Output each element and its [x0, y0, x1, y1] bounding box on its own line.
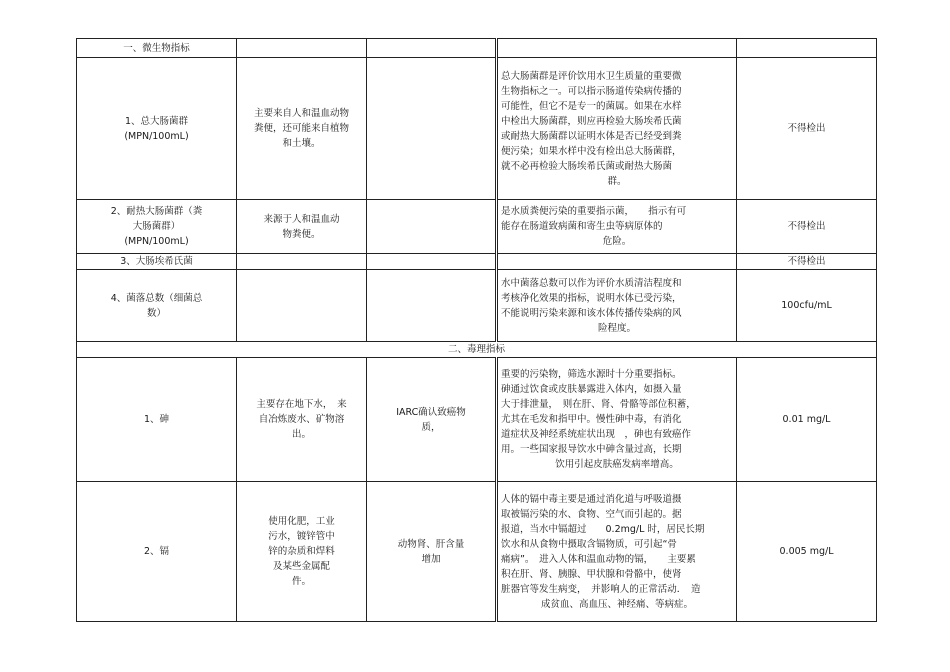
- health-effect: 动物肾、肝含量 增加: [367, 482, 497, 622]
- section-row-toxicology: [77, 342, 877, 358]
- table-row: [77, 358, 877, 482]
- indicator-name: 4、菌落总数（细菌总 数）: [77, 270, 237, 342]
- indicator-name: 3、大肠埃希氏菌: [77, 254, 237, 270]
- limit-value: 0.01 mg/L: [737, 358, 877, 482]
- limit-value: 不得检出: [737, 200, 877, 254]
- limit-value: 不得检出: [737, 58, 877, 200]
- water-quality-table: [76, 38, 877, 622]
- limit-value: 100cfu/mL: [737, 270, 877, 342]
- indicator-description: 水中菌落总数可以作为评价水质清洁程度和 考核净化效果的指标，说明水体已受污染， 不能说明污染来源和该水体传播传染病的风 险程度。: [497, 270, 737, 342]
- indicator-name: 2、镉: [77, 482, 237, 622]
- indicator-name: 1、砷: [77, 358, 237, 482]
- pollution-source: 主要来自人和温血动物 粪便，还可能来自植物 和土壤。: [237, 58, 367, 200]
- limit-value: 0.005 mg/L: [737, 482, 877, 622]
- indicator-name: 1、总大肠菌群 (MPN/100mL): [77, 58, 237, 200]
- health-effect: IARC确认致癌物 质，: [367, 358, 497, 482]
- pollution-source: 主要存在地下水， 来 自冶炼废水、矿物溶 出。: [237, 358, 367, 482]
- limit-value: 不得检出: [737, 254, 877, 270]
- indicator-description: 重要的污染物，筛选水源时十分重要指标。 砷通过饮食或皮肤暴露进入体内，如摄入量 大于排泄量， 则在肝、肾、骨骼等部位积蓄， 尤其在毛发和指甲中。慢性砷中毒，有消化 道症状及神经系统症状出现 ，砷也有致癌作 用。一些国家报导饮水中砷含量过高，长期 饮用引起皮肤癌发病率增高。: [497, 358, 737, 482]
- section-title: 二、毒理指标: [77, 342, 877, 358]
- table-row: [77, 270, 877, 342]
- indicator-description: 总大肠菌群是评价饮用水卫生质量的重要微 生物指标之一。可以指示肠道传染病传播的 可能性，但它不是专一的菌属。如果在水样 中检出大肠菌群，则应再检验大肠埃希氏菌 或耐热大肠菌群以证明水体是否已经受到粪 便污染；如果水样中没有检出总大肠菌群， 就不必再检验大肠埃希氏菌或耐热大肠菌 群。: [497, 58, 737, 200]
- section-row-microbial: [77, 39, 877, 58]
- table-row: [77, 58, 877, 200]
- pollution-source: 使用化肥，工业 污水，镀锌管中 锌的杂质和焊料 及某些金属配 件。: [237, 482, 367, 622]
- table-row: [77, 254, 877, 270]
- table-row: [77, 200, 877, 254]
- table-row: [77, 482, 877, 622]
- indicator-name: 2、耐热大肠菌群（粪 大肠菌群） (MPN/100mL): [77, 200, 237, 254]
- pollution-source: 来源于人和温血动 物粪便。: [237, 200, 367, 254]
- section-title: 一、微生物指标: [77, 39, 237, 58]
- indicator-description: 是水质粪便污染的重要指示菌， 指示有可 能存在肠道致病菌和寄生虫等病原体的 危险。: [497, 200, 737, 254]
- indicator-description: 人体的镉中毒主要是通过消化道与呼吸道摄 取被镉污染的水、食物、空气而引起的。据 报道，当水中镉超过 0.2mg/L 时，居民长期 饮水和从食物中摄取含镉物质，可引起“骨 痛病”。 进入人体和温血动物的镉， 主要累 积在肝、肾、胰腺、甲状腺和骨骼中，使肾 脏器官等发生病变， 并影响人的正常活动． 造 成贫血、高血压、神经痛、等病症。: [497, 482, 737, 622]
